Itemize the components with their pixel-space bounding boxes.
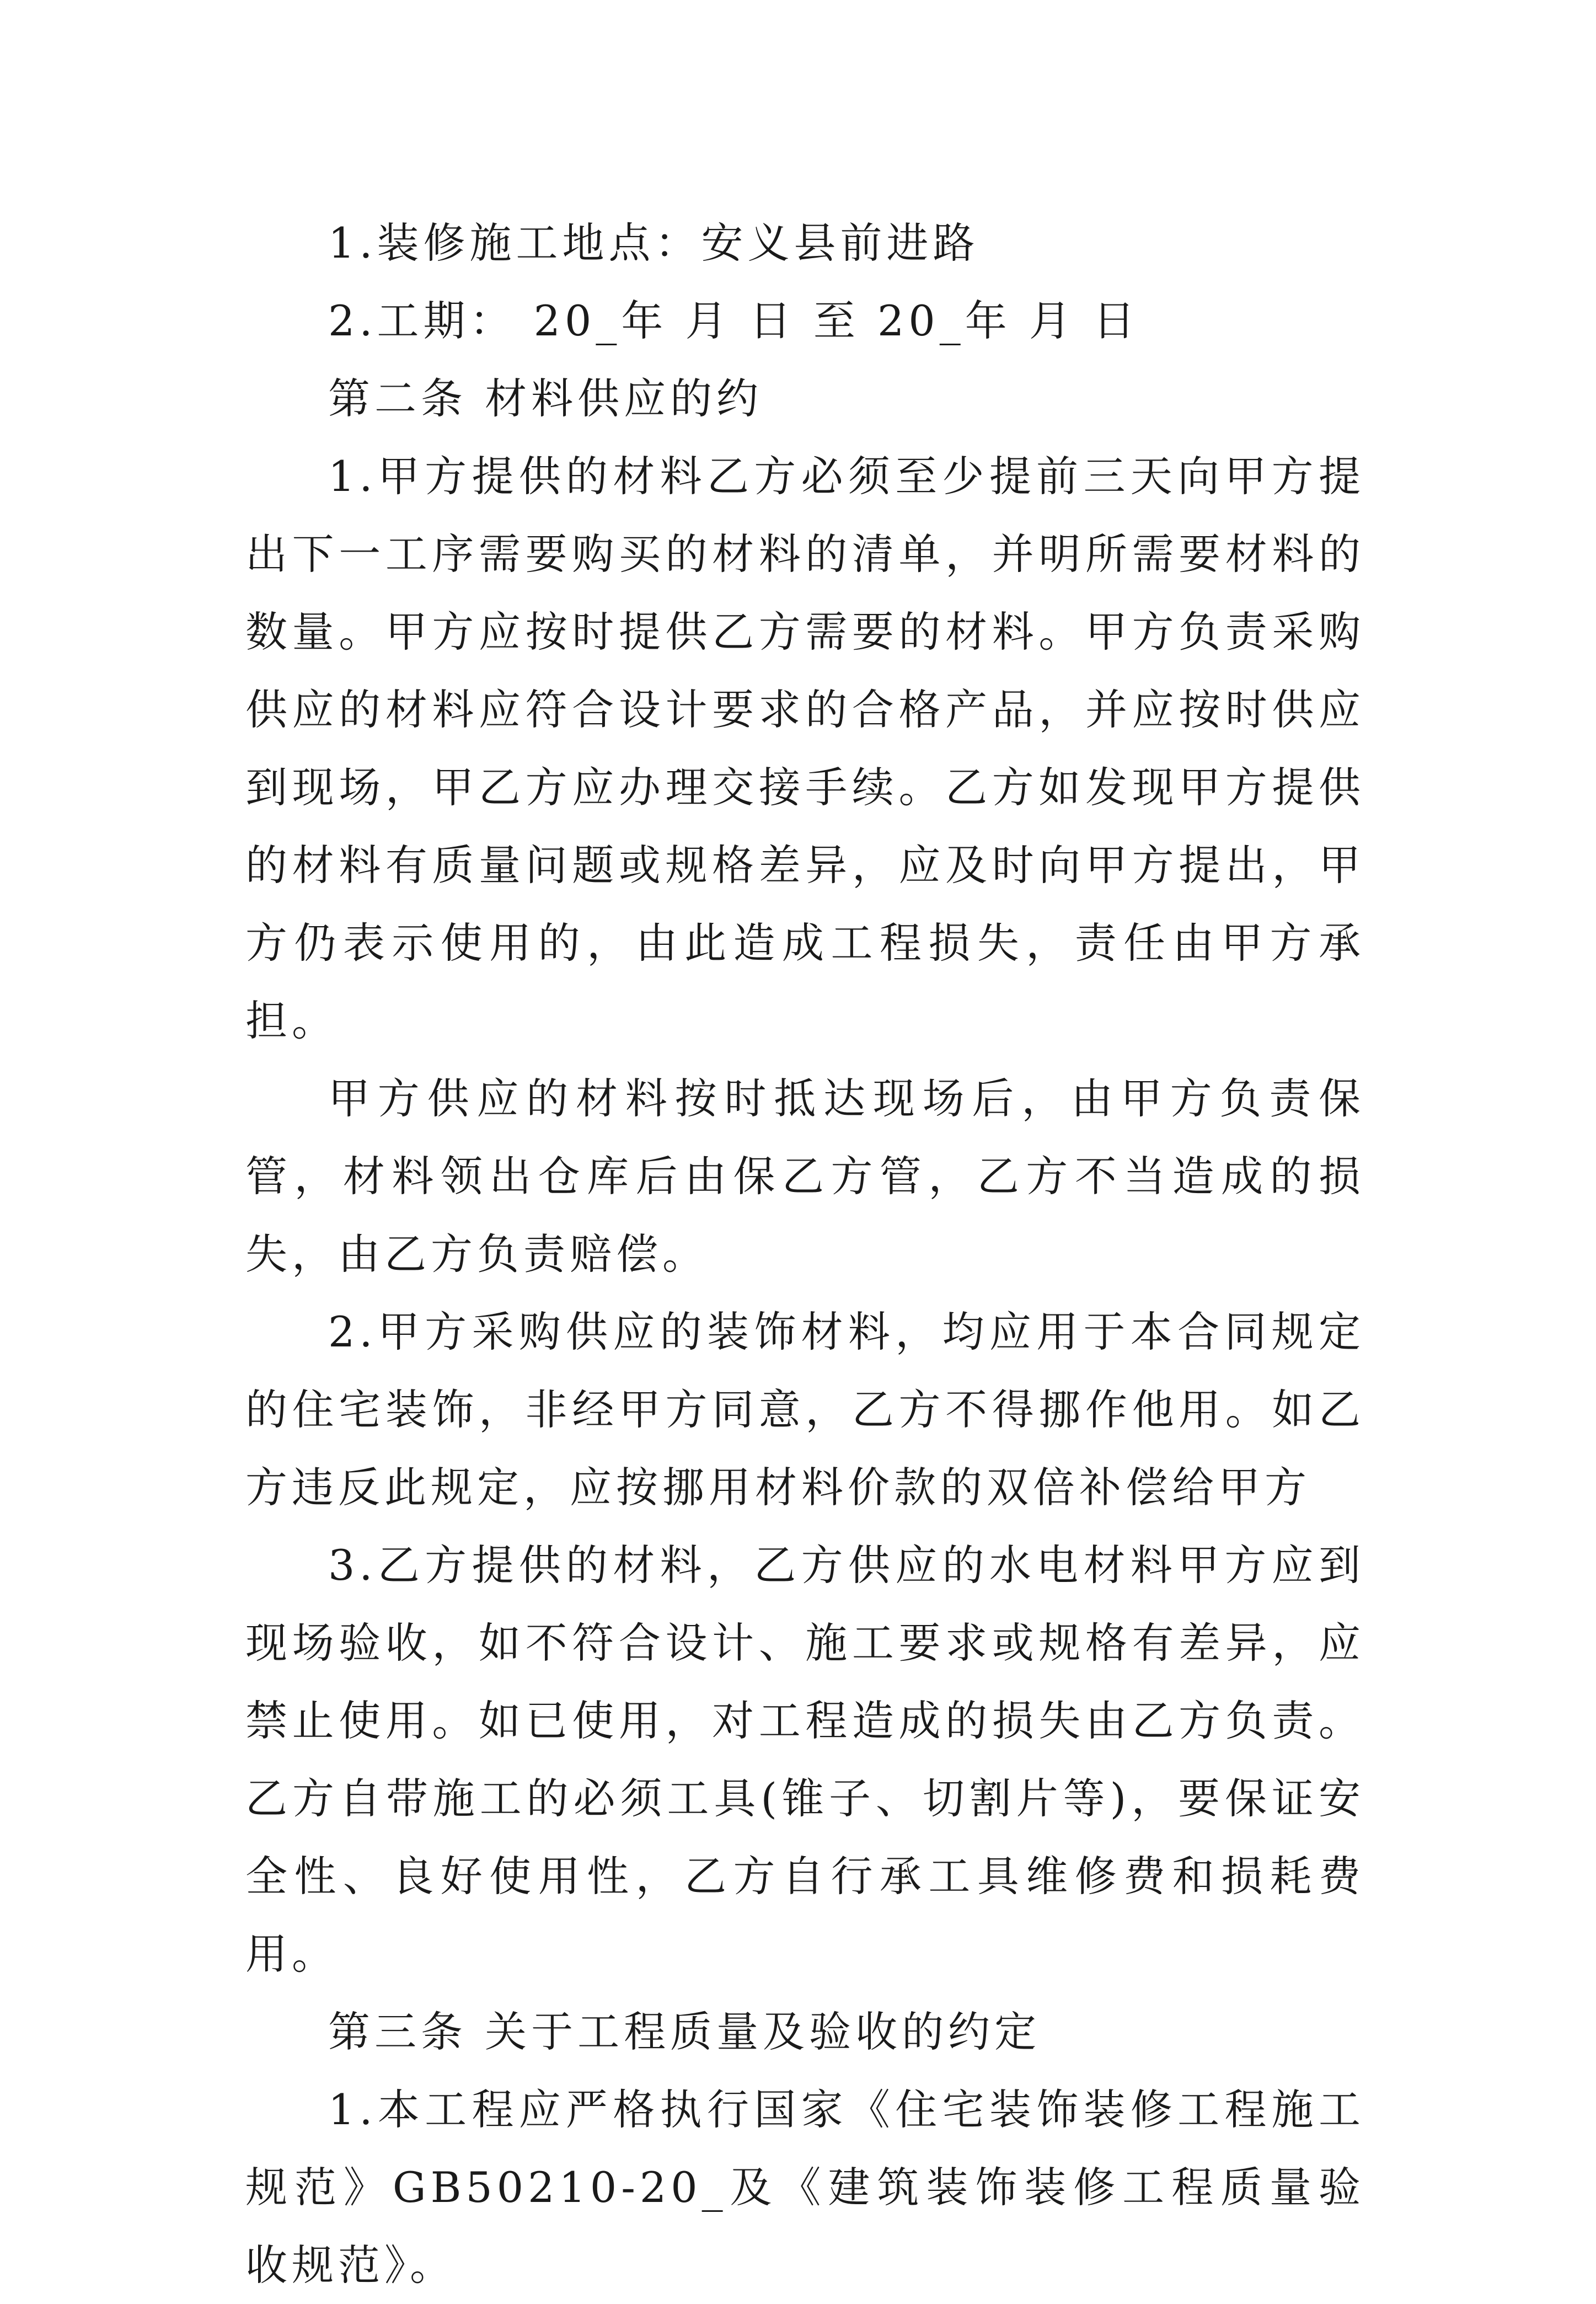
paragraph-2-3: 3.乙方提供的材料，乙方供应的水电材料甲方应到现场验收，如不符合设计、施工要求或规格有差异，应禁止使用。如已使用，对工程造成的损失由乙方负责。乙方自带施工的必须工具(锥子、切割片等)，要保证安全性、良好使用性，乙方自行承工具维修费和损耗费用。 bbox=[245, 1541, 1365, 1979]
paragraph-schedule: 2.工期： 20_年 月 日 至 20_年 月 日 bbox=[328, 296, 1140, 345]
article-3-heading: 第三条 关于工程质量及验收的约定 bbox=[328, 2007, 1041, 2056]
document-body bbox=[245, 204, 1365, 2304]
paragraph-2-2: 2.甲方采购供应的装饰材料，均应用于本合同规定的住宅装饰，非经甲方同意，乙方不得挪作他用。如乙方违反此规定，应按挪用材料价款的双倍补偿给甲方 bbox=[245, 1307, 1365, 1512]
paragraph-location: 1.装修施工地点：安义县前进路 bbox=[328, 218, 979, 268]
article-2-heading: 第二条 材料供应的约 bbox=[328, 374, 763, 423]
paragraph-2-1-custody: 甲方供应的材料按时抵达现场后，由甲方负责保管，材料领出仓库后由保乙方管，乙方不当造成的损失，由乙方负责赔偿。 bbox=[245, 1074, 1365, 1279]
paragraph-2-1: 1.甲方提供的材料乙方必须至少提前三天向甲方提出下一工序需要购买的材料的清单，并明所需要材料的数量。甲方应按时提供乙方需要的材料。甲方负责采购供应的材料应符合设计要求的合格产品，并应按时供应到现场，甲乙方应办理交接手续。乙方如发现甲方提供的材料有质量问题或规格差异，应及时向甲方提出，甲方仍表示使用的，由此造成工程损失，责任由甲方承担。 bbox=[245, 452, 1365, 1045]
paragraph-3-1: 1.本工程应严格执行国家《住宅装饰装修工程施工规范》GB50210-20_及《建筑装饰装修工程质量验收规范》。 bbox=[245, 2085, 1365, 2290]
